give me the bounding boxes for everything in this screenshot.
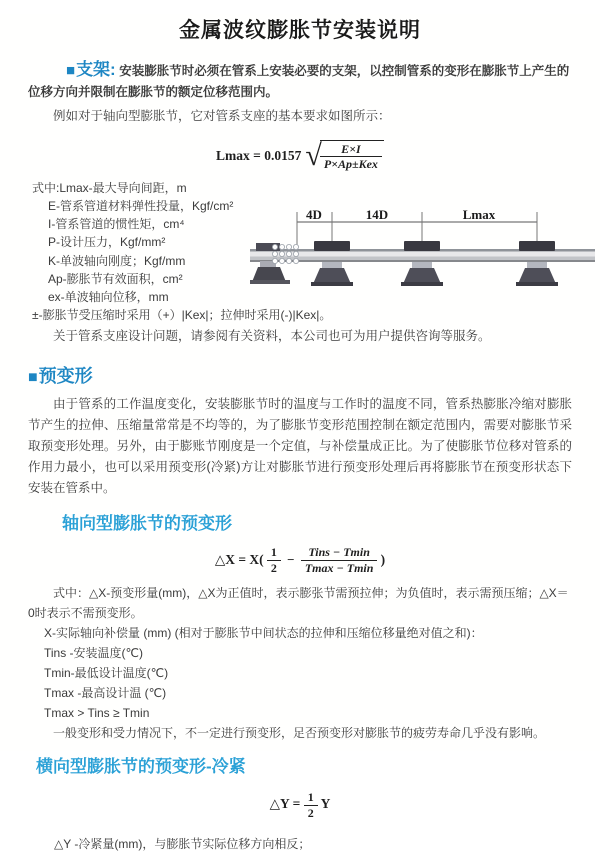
lateral-formula-lhs: △Y =: [269, 796, 301, 812]
axial-formula-lhs: △X = X(: [214, 552, 264, 568]
definition-line: ex-单波轴向位移，mm: [48, 290, 169, 304]
lmax-fraction-numerator: E×I: [320, 142, 382, 157]
fraction-numerator: 1: [267, 545, 281, 560]
support-heading-label: 支架:: [76, 60, 116, 79]
document-page: [0, 14, 600, 851]
axial-formula-rparen: ): [380, 552, 386, 568]
axial-predeform-formula: [0, 545, 600, 575]
support-section-heading: [66, 60, 116, 79]
definition-line: P-设计压力，Kgf/mm²: [48, 235, 166, 250]
dim-label-4d: 4D: [306, 207, 322, 222]
section-bullet-icon: ■: [66, 62, 76, 79]
diagram-svg: [250, 206, 595, 301]
definition-line: ±-膨胀节受压缩时采用（+）|Kex|；拉伸时采用(-)|Kex|。: [32, 308, 332, 323]
guide-support: [516, 241, 558, 286]
support-intro-paragraph: [28, 59, 572, 103]
lateral-subheading: 横向型膨胀节的预变形-冷紧: [36, 757, 246, 777]
support-note: 关于管系支座设计问题，请参阅有关资料，本公司也可为用户提供咨询等服务。: [53, 329, 491, 344]
sqrt-radicand: [320, 140, 384, 172]
one-half-fraction: [267, 545, 281, 575]
axial-line: Tmax > Tins ≥ Tmin: [44, 706, 150, 721]
dim-label-14d: 14D: [365, 207, 389, 222]
guide-support: [401, 241, 443, 286]
formula-lmax-lhs: Lmax = 0.0157: [216, 147, 302, 163]
dim-label-lmax: Lmax: [462, 207, 496, 222]
definition-line: Ap-膨胀节有效面积，cm²: [48, 271, 183, 286]
axial-subheading: 轴向型膨胀节的预变形: [62, 514, 232, 534]
definition-line: 式中:Lmax-最大导向间距，m: [32, 180, 187, 195]
predeform-heading-label: 预变形: [38, 366, 93, 387]
temperature-fraction: [301, 545, 378, 575]
axial-line: Tmax -最高设计温 (℃): [44, 686, 167, 701]
lmax-fraction: [320, 142, 382, 172]
definition-line: E-管系管道材料弹性投量，Kgf/cm²: [48, 198, 234, 213]
axial-line: Tmin-最低设计温度(℃): [44, 666, 169, 681]
minus-sign: −: [287, 552, 295, 568]
predeform-body-paragraph: 由于管系的工作温度变化，安装膨胀节时的温度与工作时的温度不同，管系热膨胀冷缩对膨胀节产生的拉伸、压缩量常常是不均等的，为了膨胀节变形范围控制在额定范围内，需要对膨胀节采取预变形处理。另外，由于膨账节刚度是一个定值，与补偿量成正比。为了使膨胀节位移对管系的作用力最小，也可以采用预变形(冷紧)方让对膨胀节进行预变形处理后再将膨胀节在预变形状态下安装在管系中。: [28, 397, 572, 496]
definition-line: K-单波轴向刚度；Kgf/mm: [48, 253, 186, 268]
definition-line: I-管系管道的惯性矩，cm⁴: [48, 217, 185, 232]
lateral-formula-rhs: Y: [320, 796, 331, 812]
support-intro-text: 安装膨胀节时必须在管系上安装必要的支架，以控制管系的变形在膨胀节上产生的位移方向并限制在膨胀节的额定位移范围内。: [28, 64, 570, 99]
lateral-definition-line: △Y -冷紧量(mm)，与膨胀节实际位移方向相反；: [54, 836, 311, 851]
fraction-denominator: 2: [307, 805, 314, 820]
lmax-fraction-denominator: P×Ap±Kex: [323, 157, 378, 172]
axial-line: Tins -安装温度(℃): [44, 646, 144, 661]
one-half-fraction: [304, 790, 318, 820]
sqrt-radical-sign: √: [305, 138, 322, 172]
axial-line: X-实际轴向补偿量 (mm) (相对于膨胀节中间状态的拉伸和压缩位移量绝对值之和)：: [44, 626, 483, 641]
support-example-line: 例如对于轴向型膨胀节，它对管系支座的基本要求如图所示：: [53, 109, 391, 123]
axial-line: 一般变形和受力情况下，不一定进行预变形，足否预变形对膨胀节的疲劳寿命几乎没有影响。: [53, 726, 546, 741]
fraction-numerator: 1: [304, 790, 318, 805]
pipe-support-spacing-diagram: [250, 206, 595, 301]
guide-support: [311, 241, 353, 286]
axial-line: 式中：△X-预变形量(mm)，△X为正值时，表示膨张节需预拉伸；为负值时，表示需预压缩；△X＝0时表示不需预变形。: [28, 586, 569, 621]
lmax-formula: [0, 140, 600, 172]
fraction-denominator: Tmax − Tmin: [304, 560, 374, 575]
axial-definitions-list: [28, 583, 572, 743]
lateral-coldpull-formula: [0, 790, 600, 820]
section-bullet-icon: ■: [28, 369, 38, 387]
predeform-section-heading: [28, 362, 600, 388]
page-title: 金属波纹膨胀节安装说明: [179, 19, 421, 42]
fraction-numerator: Tins − Tmin: [301, 545, 378, 560]
fraction-denominator: 2: [270, 560, 277, 575]
